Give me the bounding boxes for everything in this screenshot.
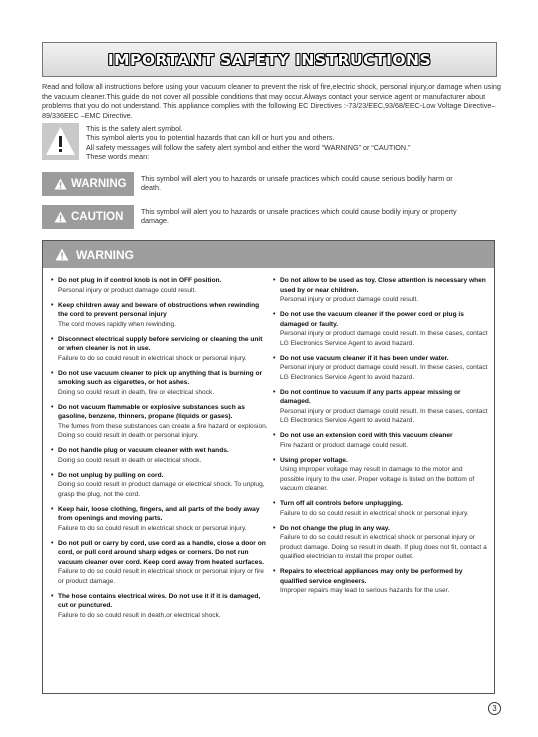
- warning-item-body: [58, 301, 269, 330]
- warning-item: [51, 276, 269, 295]
- warning-item-title: Using proper voltage.: [280, 456, 348, 464]
- warning-item-desc: Personal injury or product damage could result.: [58, 286, 197, 294]
- page-number: 3: [488, 702, 501, 715]
- warning-item: [51, 446, 269, 465]
- warning-description: This symbol will alert you to hazards or unsafe practices which could cause serious bodily harm or death.: [141, 174, 453, 193]
- warning-item-title: Turn off all controls before unplugging.: [280, 500, 403, 507]
- warning-item: [273, 567, 488, 596]
- warning-item: [51, 505, 269, 534]
- bullet-icon: •: [273, 524, 276, 532]
- warning-item-desc: Doing so could result in product damage or electrical shock. To unplug, grasp the plug, not the cord.: [58, 481, 265, 498]
- warning-item-body: [280, 499, 488, 518]
- warning-item-body: [280, 354, 488, 383]
- caution-description: This symbol will alert you to hazards or unsafe practices which could cause bodily injury or property damage.: [141, 207, 457, 226]
- warning-item: [273, 388, 488, 426]
- bullet-icon: •: [273, 432, 276, 439]
- warning-item-title: Do not unplug by pulling on cord.: [58, 471, 164, 479]
- warning-item: [51, 592, 269, 621]
- warning-item-desc: Failure to do so could result in electrical shock or personal injury.: [280, 509, 469, 517]
- warning-item-title: Do not use an extension cord with this vacuum cleaner: [280, 432, 453, 439]
- warning-item-body: [280, 431, 488, 450]
- warning-item-desc: Fire hazard or product damage could result.: [280, 441, 408, 449]
- warning-item: [273, 354, 488, 383]
- warning-item-title: Do not use vacuum cleaner if it has been under water.: [280, 354, 449, 362]
- warning-item-body: [58, 505, 269, 534]
- warning-triangle-icon: [55, 248, 69, 261]
- alert-triangle-icon: [42, 123, 79, 160]
- caution-signal-label: [42, 205, 134, 229]
- warning-item: [273, 524, 488, 562]
- page-title: IMPORTANT SAFETY INSTRUCTIONS: [107, 50, 432, 69]
- alert-line: These words mean:: [86, 151, 150, 161]
- warning-label-text: WARNING: [71, 178, 127, 190]
- bullet-icon: •: [51, 403, 54, 411]
- warning-item-desc: Personal injury or product damage could result. In these cases, contact LG Electronics Service Agent to avoid hazard.: [280, 407, 488, 424]
- bullet-icon: •: [273, 568, 276, 575]
- bullet-icon: •: [273, 354, 276, 362]
- warning-item-body: [280, 567, 488, 596]
- warning-item: [273, 310, 488, 348]
- warning-panel-header: [43, 241, 494, 268]
- warning-item-desc: Personal injury or product damage could result. In these cases, contact LG Electronics Service Agent to avoid hazard.: [280, 330, 488, 347]
- warning-item-body: [58, 539, 269, 587]
- warning-item: [273, 276, 488, 305]
- warning-item-title: Do not use vacuum cleaner to pick up anything that is burning or smoking such as cigarettes, or hot ashes.: [58, 369, 263, 386]
- warning-list-right: [273, 276, 488, 601]
- warning-item-desc: Personal injury or product damage could result. In these cases, contact LG Electronics Service Agent to avoid hazard.: [280, 364, 488, 381]
- bullet-icon: •: [273, 456, 276, 464]
- warning-item: [51, 539, 269, 587]
- warning-item: [51, 403, 269, 441]
- warning-item-desc: Doing so could result in death, fire or electrical shock.: [58, 388, 215, 396]
- warning-panel-title: WARNING: [76, 247, 134, 262]
- warning-item-desc: Improper repairs may lead to serious hazards for the user.: [280, 587, 450, 594]
- warning-item-title: Disconnect electrical supply before servicing or cleaning the unit or when cleaner is not in use.: [58, 335, 263, 352]
- bullet-icon: •: [51, 369, 54, 377]
- warning-item-body: [58, 369, 269, 398]
- bullet-icon: •: [51, 301, 54, 309]
- bullet-icon: •: [51, 447, 54, 454]
- warning-panel: [42, 240, 495, 694]
- bullet-icon: •: [273, 500, 276, 507]
- warning-item-desc: Doing so could result in death or electrical shock.: [58, 456, 202, 464]
- warning-item-desc: Personal injury or product damage could result.: [280, 296, 419, 303]
- warning-item-desc: Failure to do so could result in electrical shock or personal injury.: [58, 524, 247, 532]
- warning-item: [273, 499, 488, 518]
- warning-item-body: [280, 524, 488, 562]
- warning-item-body: [58, 471, 269, 500]
- warning-triangle-icon: [54, 178, 67, 190]
- warning-item-body: [58, 335, 269, 364]
- bullet-icon: •: [51, 471, 54, 479]
- alert-line: This symbol alerts you to potential hazards that can kill or hurt you and others.: [86, 133, 335, 143]
- bullet-icon: •: [273, 277, 276, 284]
- alert-line: This is the safety alert symbol.: [86, 124, 183, 133]
- warning-list-left: [51, 276, 269, 626]
- warning-item-body: [58, 403, 269, 441]
- warning-item: [273, 456, 488, 494]
- warning-item-title: Keep hair, loose clothing, fingers, and all parts of the body away from openings and moving parts.: [58, 505, 260, 522]
- warning-item-body: [58, 592, 269, 621]
- safety-alert-symbol: [42, 123, 79, 160]
- intro-paragraph: Read and follow all instructions before using your vacuum cleaner to prevent the risk of fire,electric shock, personal injury,or damage when using the vacuum cleaner.This guide do not cover all possible conditions that may occur.Always contact your service agent or manufacturer about problems that you do not understand. This appliance complies with the following EC Directives :-73/23/EEC,93/68/EEC-Low Voltage Directive–89/336EEC –EMC Directive.: [42, 82, 501, 120]
- warning-item-desc: Failure to do so could result in electrical shock or personal injury.: [58, 354, 247, 362]
- warning-item-body: [280, 388, 488, 426]
- warning-item-title: Do not handle plug or vacuum cleaner with wet hands.: [58, 447, 229, 454]
- warning-item-title: Do not change the plug in any way.: [280, 524, 390, 532]
- bullet-icon: •: [51, 592, 54, 600]
- warning-signal-label: [42, 172, 134, 196]
- warning-item-title: Do not allow to be used as toy. Close attention is necessary when used by or near children.: [280, 277, 486, 294]
- warning-item-title: Do not pull or carry by cord, use cord as a handle, close a door on cord, or pull cord around sharp edges or corners. Do not run vacuum cleaner over cord. Keep cord away from heated surfaces.: [58, 539, 266, 566]
- warning-item-title: The hose contains electrical wires. Do not use it if it is damaged, cut or punctured.: [58, 592, 261, 609]
- warning-item-title: Do not continue to vacuum if any parts appear missing or damaged.: [280, 388, 461, 405]
- warning-item: [51, 301, 269, 330]
- warning-item-body: [280, 310, 488, 348]
- warning-item-desc: Failure to do so could result in electrical shock or personal injury or fire or product damage.: [58, 568, 264, 585]
- warning-item: [51, 335, 269, 364]
- warning-item-title: Keep children away and beware of obstructions when rewinding the cord to prevent personal injury: [58, 301, 260, 318]
- warning-item-title: Repairs to electrical appliances may only be performed by qualified service engineers.: [280, 568, 463, 585]
- alert-symbol-text: [86, 124, 486, 161]
- alert-line: All safety messages will follow the safety alert symbol and either the word “WARNING” or “CAUTION.”: [86, 142, 411, 152]
- warning-item-body: [58, 446, 269, 465]
- bullet-icon: •: [51, 539, 54, 547]
- caution-label-text: CAUTION: [71, 211, 124, 223]
- bullet-icon: •: [51, 505, 54, 513]
- bullet-icon: •: [273, 388, 276, 396]
- warning-item: [273, 431, 488, 450]
- warning-item-desc: The cord moves rapidly when rewinding.: [58, 320, 177, 328]
- warning-item-desc: The fumes from these substances can create a fire hazard or explosion. Doing so could result in death or personal injury.: [58, 422, 268, 439]
- warning-item-body: [58, 276, 269, 295]
- warning-item-body: [280, 456, 488, 494]
- bullet-icon: •: [273, 311, 276, 318]
- title-banner: [42, 42, 497, 77]
- warning-item: [51, 471, 269, 500]
- warning-item: [51, 369, 269, 398]
- bullet-icon: •: [51, 335, 54, 343]
- warning-item-title: Do not use the vacuum cleaner if the power cord or plug is damaged or faulty.: [280, 311, 464, 328]
- warning-item-desc: Failure to do so could result in death,or electrical shock.: [58, 611, 221, 619]
- warning-item-desc: Failure to do so could result in electrical shock or personal injury or product damage. Doing so result in death. If plug does not fit, contact a qualified electrician to install the proper outlet.: [280, 534, 487, 560]
- bullet-icon: •: [51, 277, 54, 284]
- caution-triangle-icon: [54, 211, 67, 223]
- warning-item-desc: Using improper voltage may result in damage to the motor and possible injury to the user. Proper voltage is listed on the bottom of vacuum cleaner.: [280, 466, 475, 492]
- warning-item-title: Do not vacuum flammable or explosive substances such as gasoline, benzene, thinners, propane (liquids or gases).: [58, 403, 245, 420]
- warning-item-title: Do not plug in if control knob is not in OFF position.: [58, 277, 222, 284]
- warning-item-body: [280, 276, 488, 305]
